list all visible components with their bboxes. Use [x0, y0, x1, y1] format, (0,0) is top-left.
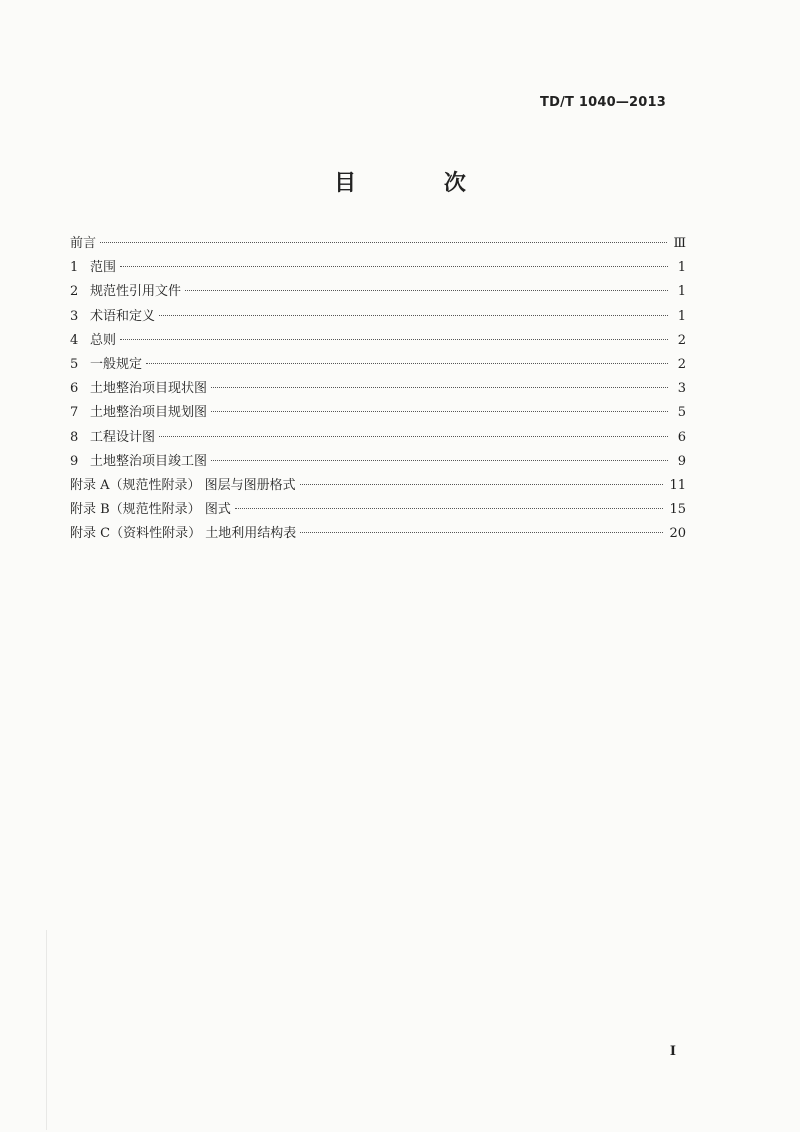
scan-edge-shadow: [46, 930, 47, 1130]
toc-entry-appendix[interactable]: [70, 498, 686, 522]
toc-entry[interactable]: [70, 353, 686, 377]
toc-title: 目 次: [334, 170, 506, 196]
page-number: I: [669, 1044, 676, 1059]
toc-entry-page: 2: [677, 356, 686, 372]
toc-entry[interactable]: [70, 232, 686, 256]
toc-dot-leader: [211, 460, 668, 461]
toc-entry-number: 9: [70, 453, 79, 469]
toc-entry-number: 5: [70, 356, 79, 372]
toc-dot-leader: [159, 436, 668, 437]
toc-entry-label: 土地整治项目现状图: [90, 381, 208, 397]
toc-dot-leader: [300, 532, 663, 533]
toc-entry[interactable]: [70, 256, 686, 280]
toc-dot-leader: [211, 387, 668, 388]
table-of-contents: [70, 232, 686, 546]
toc-entry[interactable]: [70, 450, 686, 474]
toc-dot-leader: [235, 508, 664, 509]
toc-entry-page: 1: [677, 308, 686, 324]
toc-dot-leader: [300, 484, 664, 485]
toc-entry-number: 1: [70, 260, 79, 276]
toc-entry-label: 附录 A（规范性附录） 图层与图册格式: [70, 477, 296, 493]
toc-entry-page: 15: [669, 502, 686, 518]
document-number: TD/T 1040—2013: [540, 95, 666, 110]
toc-entry-number: 4: [70, 332, 79, 348]
toc-entry-label: 总则: [90, 332, 117, 348]
toc-entry-label: 前言: [70, 236, 97, 251]
toc-dot-leader: [100, 242, 667, 243]
toc-entry-appendix[interactable]: [70, 522, 686, 546]
toc-entry-label: 一般规定: [90, 356, 143, 372]
toc-entry[interactable]: [70, 305, 686, 329]
toc-entry-label: 工程设计图: [90, 429, 156, 445]
toc-entry-number: 3: [70, 308, 79, 324]
toc-entry-label: 附录 C（资料性附录） 土地利用结构表: [70, 526, 297, 542]
toc-entry-page: 20: [669, 526, 686, 542]
toc-dot-leader: [159, 315, 668, 316]
toc-entry-label: 土地整治项目规划图: [90, 405, 208, 421]
toc-entry-page: 5: [677, 405, 686, 421]
toc-entry-page: 1: [677, 284, 686, 300]
toc-entry-appendix[interactable]: [70, 474, 686, 498]
toc-entry-number: 8: [70, 429, 79, 445]
toc-dot-leader: [185, 290, 668, 291]
toc-entry-page: 2: [677, 332, 686, 348]
toc-entry-label: 术语和定义: [90, 308, 156, 324]
toc-entry[interactable]: [70, 401, 686, 425]
toc-entry-page: Ⅲ: [673, 236, 686, 251]
toc-entry-page: 3: [677, 381, 686, 397]
toc-entry[interactable]: [70, 377, 686, 401]
toc-entry-label: 范围: [90, 260, 117, 276]
toc-dot-leader: [146, 363, 668, 364]
toc-entry-page: 9: [677, 453, 686, 469]
toc-dot-leader: [120, 339, 668, 340]
toc-entry[interactable]: [70, 329, 686, 353]
toc-entry[interactable]: [70, 426, 686, 450]
toc-entry-page: 1: [677, 260, 686, 276]
toc-entry-label: 规范性引用文件: [90, 284, 182, 300]
toc-entry-page: 6: [677, 429, 686, 445]
toc-entry-number: 6: [70, 381, 79, 397]
toc-dot-leader: [211, 411, 668, 412]
toc-entry-label: 土地整治项目竣工图: [90, 453, 208, 469]
toc-entry-label: 附录 B（规范性附录） 图式: [70, 502, 231, 518]
toc-entry-page: 11: [669, 477, 686, 493]
toc-entry-number: 7: [70, 405, 79, 421]
toc-dot-leader: [120, 266, 668, 267]
toc-entry-number: 2: [70, 284, 79, 300]
toc-entry[interactable]: [70, 280, 686, 304]
